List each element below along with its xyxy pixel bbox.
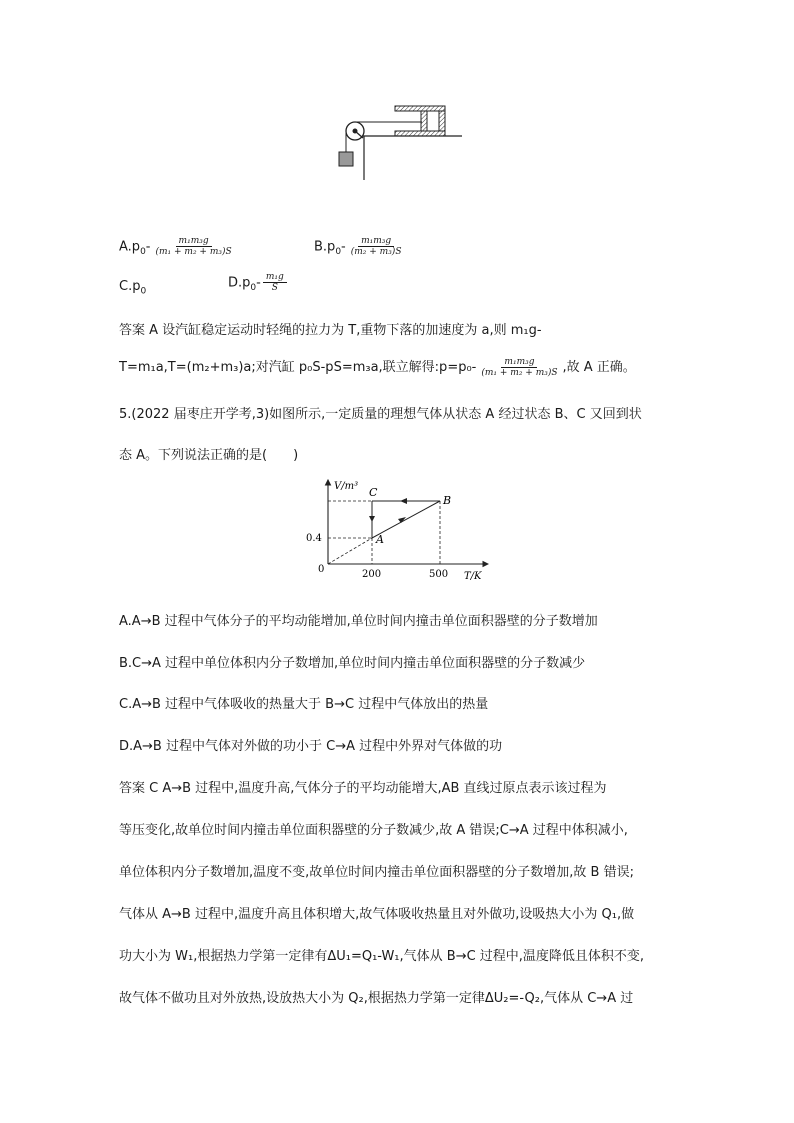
x-axis-label: T/K [464,571,482,582]
option-4C: $C.p_0$ [119,279,147,297]
answer-5-line3: 单位体积内分子数增加,温度不变,故单位时间内撞击单位面积器壁的分子数增加,故 B 错误; [119,865,634,880]
option-5B: B.C→A 过程中单位体积内分子数增加,单位时间内撞击单位面积器壁的分子数减少 [119,656,586,671]
option-5A: A.A→B 过程中气体分子的平均动能增加,单位时间内撞击单位面积器壁的分子数增加 [119,614,598,629]
option-4A: $A.p_0-$ $\frac{\text{m₁m₃g}}{\text{(m₁ + m₂ + m₃)S}}$ [119,236,232,258]
question-5-stem-line2: 态 A。下列说法正确的是( ) [119,448,299,463]
answer-4-line2: T=m₁a,T=(m₂+m₃)a;对汽缸 p₀S-pS=m₃a,联立解得:p=p₀- $\frac{\text{m₁m₃g}}{\text{(m₁ + m₂ + m₃)S}}$ ,故 A 正确。 [119,356,636,378]
option-4D: $D.p_0-$ $\frac{\text{m₁g}}{S}$ [228,272,289,294]
piston [421,111,427,131]
option-4B: $B.p_0-$ $\frac{\text{m₁m₃g}}{\text{(m₂ + m₃)S}}$ [314,236,402,258]
y-axis-label: V/m³ [334,481,359,492]
origin-label: 0 [318,564,325,575]
point-C-label: C [369,486,378,499]
gas-cylinder [395,106,445,136]
arrow-C-A [369,516,375,522]
y-tick-label: 0.4 [306,533,322,544]
apparatus-figure [330,100,470,185]
question-5-stem-line1: 5.(2022 届枣庄开学考,3)如图所示,一定质量的理想气体从状态 A 经过状态 B、C 又回到状 [119,407,642,422]
point-A-label: A [376,533,384,546]
answer-5-line2: 等压变化,故单位时间内撞击单位面积器壁的分子数减少,故 A 错误;C→A 过程中体积减小, [119,823,628,838]
option-5D: D.A→B 过程中气体对外做的功小于 C→A 过程中外界对气体做的功 [119,739,503,754]
hanging-weight [339,152,353,166]
option-5C: C.A→B 过程中气体吸收的热量大于 B→C 过程中气体放出的热量 [119,697,489,712]
point-B-label: B [443,494,452,507]
answer-5-line4: 气体从 A→B 过程中,温度升高且体积增大,故气体吸收热量且对外做功,设吸热大小为 Q₁,做 [119,907,635,922]
answer-5-line6: 故气体不做功且对外放热,设放热大小为 Q₂,根据热力学第一定律ΔU₂=-Q₂,气体从 C→A 过 [119,991,634,1006]
arrow-B-C [400,498,407,504]
answer-4-line1: 答案 A 设汽缸稳定运动时轻绳的拉力为 T,重物下落的加速度为 a,则 m₁g- [119,323,542,338]
answer-5-line1: 答案 C A→B 过程中,温度升高,气体分子的平均动能增大,AB 直线过原点表示该过程为 [119,781,607,796]
answer-5-line5: 功大小为 W₁,根据热力学第一定律有ΔU₁=Q₁-W₁,气体从 B→C 过程中,温度降低且体积不变, [119,949,645,964]
x-tick-label-200: 200 [362,569,382,580]
vt-graph [300,476,500,586]
x-tick-label-500: 500 [429,569,449,580]
